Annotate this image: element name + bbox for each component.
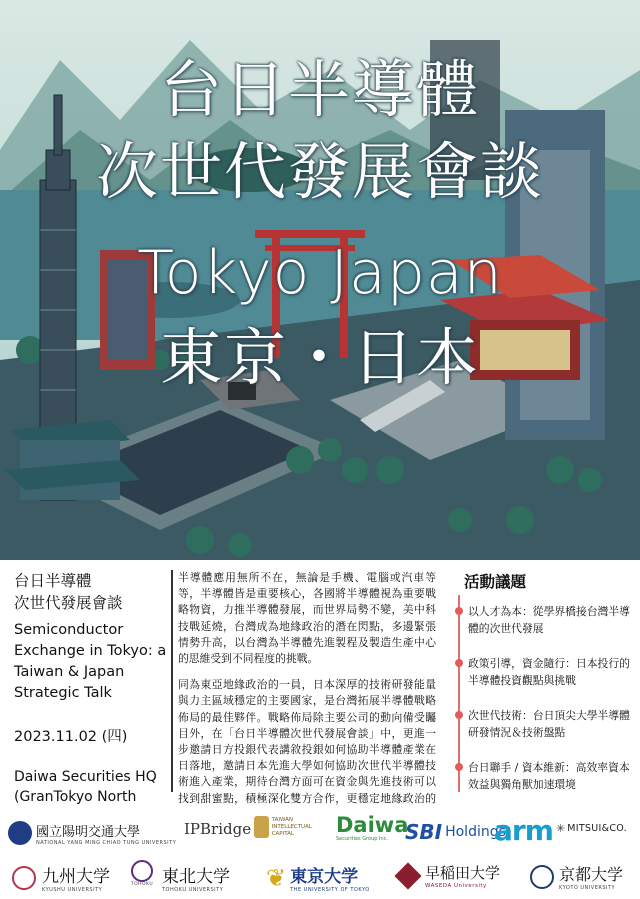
- agenda-item-text: 次世代技術：台日頂尖大學半導體研發情況＆技術盤點: [468, 709, 630, 739]
- mitsui-mark-icon: ✳: [556, 822, 566, 835]
- hero-title-line-4: 東京・日本: [159, 321, 480, 394]
- tohoku-emblem-icon: [131, 860, 153, 882]
- timeline-dot-icon: [455, 763, 463, 771]
- description-paragraph-1: 半導體應用無所不在，無論是手機、電腦或汽車等等，半導體皆是重要核心，各國將半導體視為重要戰略物資，力推半導體發展，而世界局勢不變，美中科技戰延燒，台灣成為地緣政治的潛在閃點，多邊緊張情勢升高，以台灣為半導體先進製程及製造生產中心的思維受到不同程度的挑戰。: [178, 571, 436, 666]
- mitsui-wordmark: MITSUI&CO.: [567, 823, 627, 834]
- timeline-dot-icon: [455, 711, 463, 719]
- waseda-name: 早稲田大学: [425, 864, 501, 882]
- agenda-item-text: 以人才為本：從學界橋接台灣半導體的次世代發展: [468, 605, 630, 635]
- tohoku-logo: [162, 862, 230, 893]
- daiwa-wordmark: Daiwa: [336, 813, 409, 837]
- nycu-logo: [8, 818, 178, 848]
- nycu-name-en: NATIONAL YANG MING CHIAO TUNG UNIVERSITY: [36, 839, 177, 846]
- event-venue: Daiwa Securities HQ (GranTokyo North: [14, 769, 157, 805]
- sponsor-logos: [0, 808, 640, 899]
- tohoku-name-en: TOHOKU UNIVERSITY: [162, 887, 224, 893]
- kyoto-emblem-icon: [530, 865, 554, 889]
- description-paragraph-2: 同為東亞地緣政治的一員，日本深厚的技術研發能量與力主區域穩定的主要國家，是台灣拓展半導體戰略佈局的最佳夥伴。戰略佈局除主要公司的動向備受矚目外，在「台日半導體次世代發展會談」中，更進一步邀請日方投銀代表講敘投銀如何協助半導體產業在日落地，邀請日本先進大學如何協助次世代半導體技術進入產業，期待台灣方面可在資金與先進技術可以找到甜蜜點，積極深化雙方合作，更穩定地緣政治的: [178, 678, 436, 805]
- kyushu-logo: [12, 862, 110, 893]
- nycu-name: 國立陽明交通大學: [36, 824, 141, 840]
- waseda-logo: [396, 862, 500, 889]
- kyushu-emblem-icon: [12, 866, 36, 890]
- event-summary: [14, 570, 172, 827]
- tiic-mark-icon: [254, 816, 269, 838]
- timeline-dot-icon: [455, 607, 463, 615]
- tohoku-name: 東北大学: [162, 867, 230, 887]
- event-title-zh-1: 台日半導體: [14, 572, 92, 590]
- arm-wordmark: arm: [494, 814, 553, 847]
- kyoto-name-en: KYOTO UNIVERSITY: [559, 885, 616, 891]
- tiic-logo: [254, 816, 330, 838]
- kyoto-name: 京都大学: [559, 865, 624, 884]
- waseda-name-en: WASEDA University: [425, 883, 487, 889]
- timeline-dot-icon: [455, 659, 463, 667]
- hero-title-line-3: Tokyo Japan: [137, 238, 503, 308]
- hero-title-line-1: 台日半導體: [159, 53, 480, 126]
- event-date: 2023.11.02 (四): [14, 729, 128, 745]
- ginkgo-icon: ❦: [266, 863, 287, 892]
- utokyo-logo: [266, 862, 370, 893]
- agenda-item: [464, 707, 634, 741]
- nycu-seal-icon: [8, 821, 32, 845]
- utokyo-name: 東京大学: [290, 867, 359, 887]
- event-title-en: Semiconductor Exchange in Tokyo: a Taiwan & Japan Strategic Talk: [14, 622, 167, 701]
- sbi-logo: [405, 820, 506, 844]
- kyushu-name-en: KYUSHU UNIVERSITY: [42, 887, 103, 893]
- arm-logo: [494, 814, 553, 847]
- agenda-item: [464, 655, 634, 689]
- tohoku-mark-label: TOHOKU: [130, 882, 154, 887]
- waseda-emblem-icon: [394, 862, 421, 889]
- ipbridge-logo: [184, 820, 251, 838]
- mitsui-logo: [556, 822, 627, 835]
- kyushu-name: 九州大学: [42, 867, 110, 887]
- utokyo-name-en: THE UNIVERSITY OF TOKYO: [290, 887, 370, 893]
- agenda-title: 活動議題: [464, 573, 527, 591]
- event-title-zh-2: 次世代發展會談: [14, 594, 123, 612]
- daiwa-logo: [336, 814, 408, 842]
- agenda-item: [464, 759, 634, 793]
- tohoku-mark: [126, 860, 158, 887]
- kyoto-logo: [530, 862, 623, 891]
- agenda-item-text: 台日聯手 / 資本維新：高效率資本效益與獨角獸加速環境: [468, 761, 630, 791]
- sbi-mark: SBI: [405, 820, 443, 844]
- agenda-item-text: 政策引導，資金隨行：日本投行的半導體投資觀點與挑戰: [468, 657, 630, 687]
- agenda-item: [464, 603, 634, 637]
- tiic-name: TAIWAN INTELLECTUAL CAPITAL: [271, 816, 312, 837]
- sbi-holdings-text: Holdings: [445, 824, 506, 840]
- column-divider: [171, 570, 173, 792]
- daiwa-subtitle: Securities Group Inc.: [336, 836, 389, 842]
- ipbridge-wordmark: IPBridge: [184, 820, 252, 838]
- event-description: [178, 570, 436, 823]
- agenda-section: [464, 570, 634, 811]
- hero-title-line-2: 次世代發展會談: [95, 135, 544, 208]
